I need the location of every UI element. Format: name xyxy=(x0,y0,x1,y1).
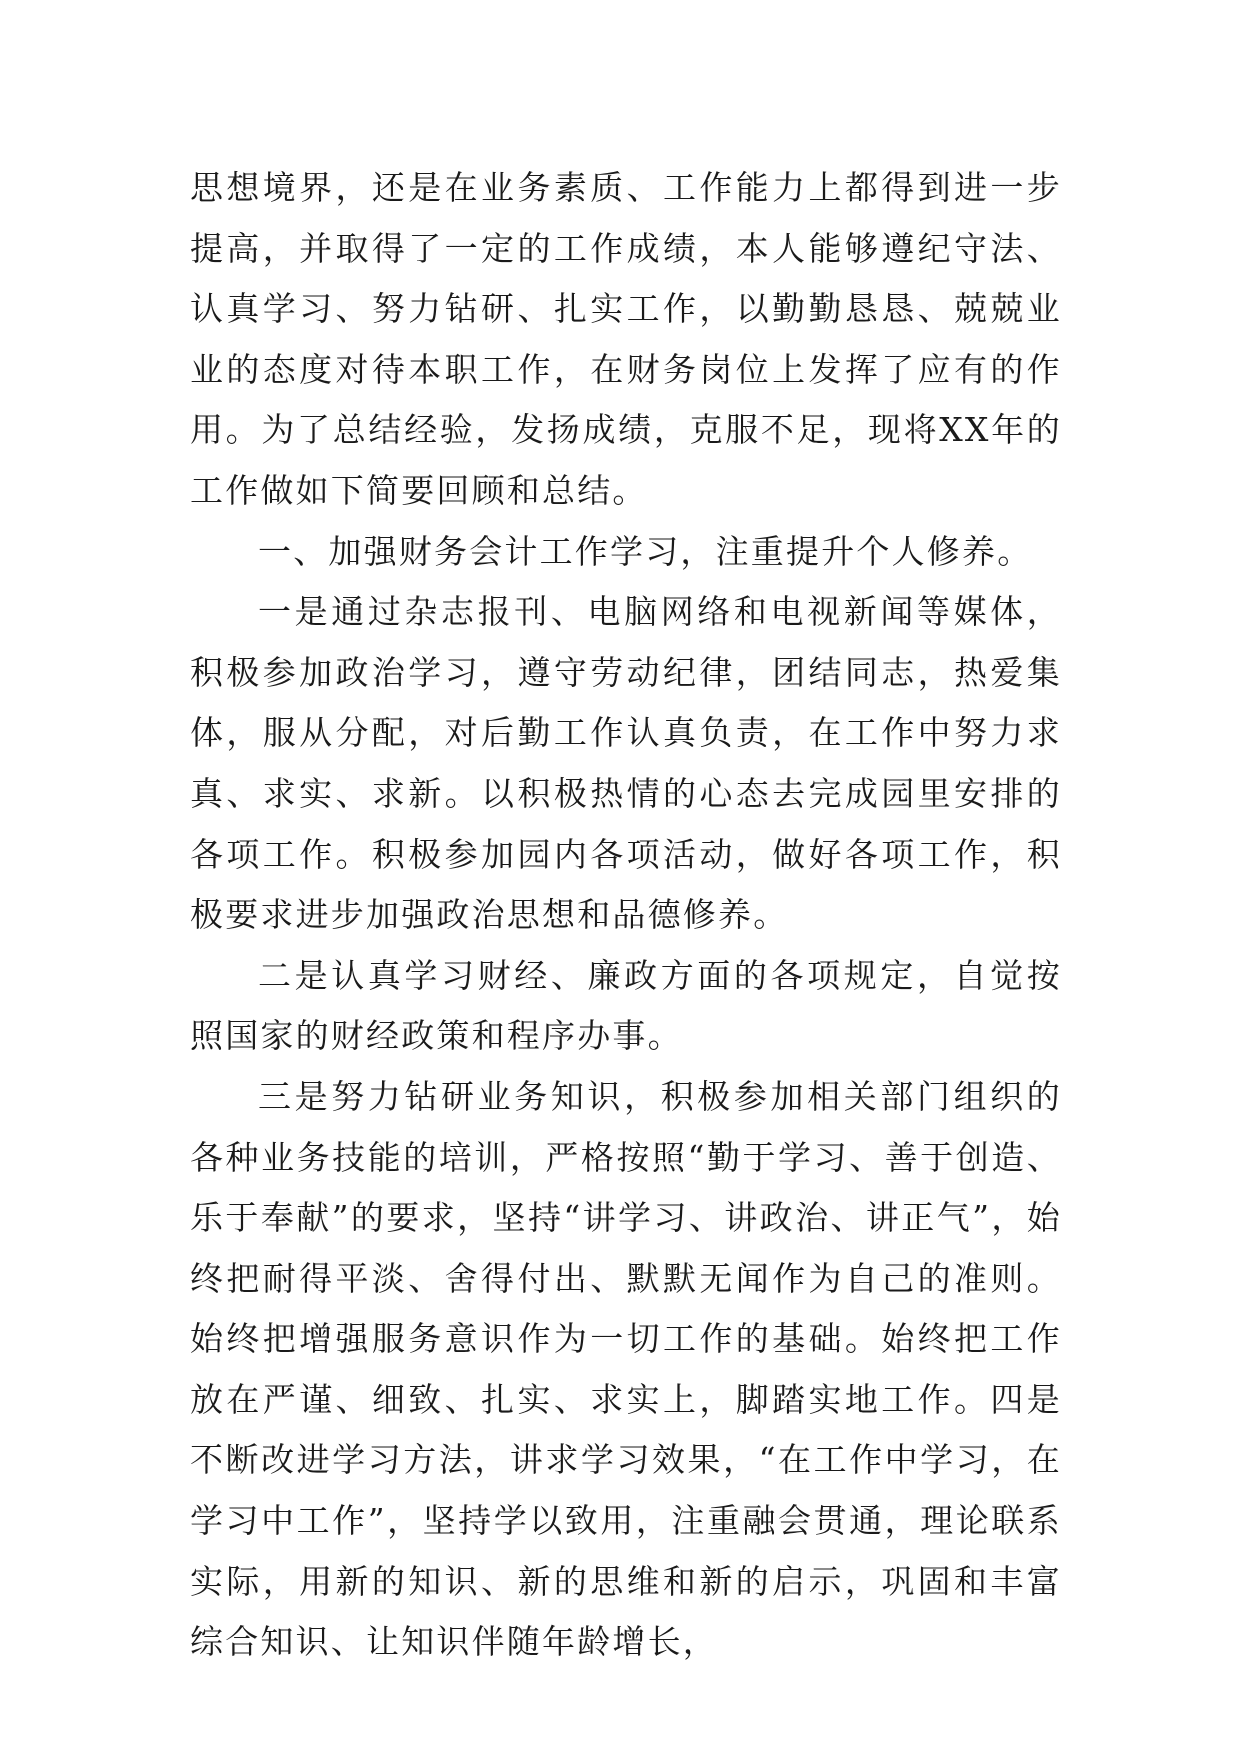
paragraph-point-3: 三是努力钻研业务知识，积极参加相关部门组织的各种业务技能的培训，严格按照“勤于学习、善于创造、乐于奉献”的要求，坚持“讲学习、讲政治、讲正气”，始终把耐得平淡、舍得付出、默默无闻作为自己的准则。始终把增强服务意识作为一切工作的基础。始终把工作放在严谨、细致、扎实、求实上，脚踏实地工作。四是不断改进学习方法，讲求学习效果，“在工作中学习，在学习中工作”，坚持学以致用，注重融会贯通，理论联系实际，用新的知识、新的思维和新的启示，巩固和丰富综合知识、让知识伴随年龄增长， xyxy=(190,1076,1062,1662)
paragraph-point-1: 一是通过杂志报刊、电脑网络和电视新闻等媒体，积极参加政治学习，遵守劳动纪律，团结同志，热爱集体，服从分配，对后勤工作认真负责，在工作中努力求真、求实、求新。以积极热情的心态去完成园里安排的各项工作。积极参加园内各项活动，做好各项工作，积极要求进步加强政治思想和品德修养。 xyxy=(190,592,1062,935)
section-heading-1: 一、加强财务会计工作学习，注重提升个人修养。 xyxy=(258,531,1033,571)
paragraph-point-2: 二是认真学习财经、廉政方面的各项规定，自觉按照国家的财经政策和程序办事。 xyxy=(190,955,1062,1056)
document-body xyxy=(190,158,1062,1673)
paragraph-continuation: 思想境界，还是在业务素质、工作能力上都得到进一步提高，并取得了一定的工作成绩，本人能够遵纪守法、认真学习、努力钻研、扎实工作，以勤勤恳恳、兢兢业业的态度对待本职工作，在财务岗位上发挥了应有的作用。为了总结经验，发扬成绩，克服不足，现将XX年的工作做如下简要回顾和总结。 xyxy=(190,168,1062,510)
